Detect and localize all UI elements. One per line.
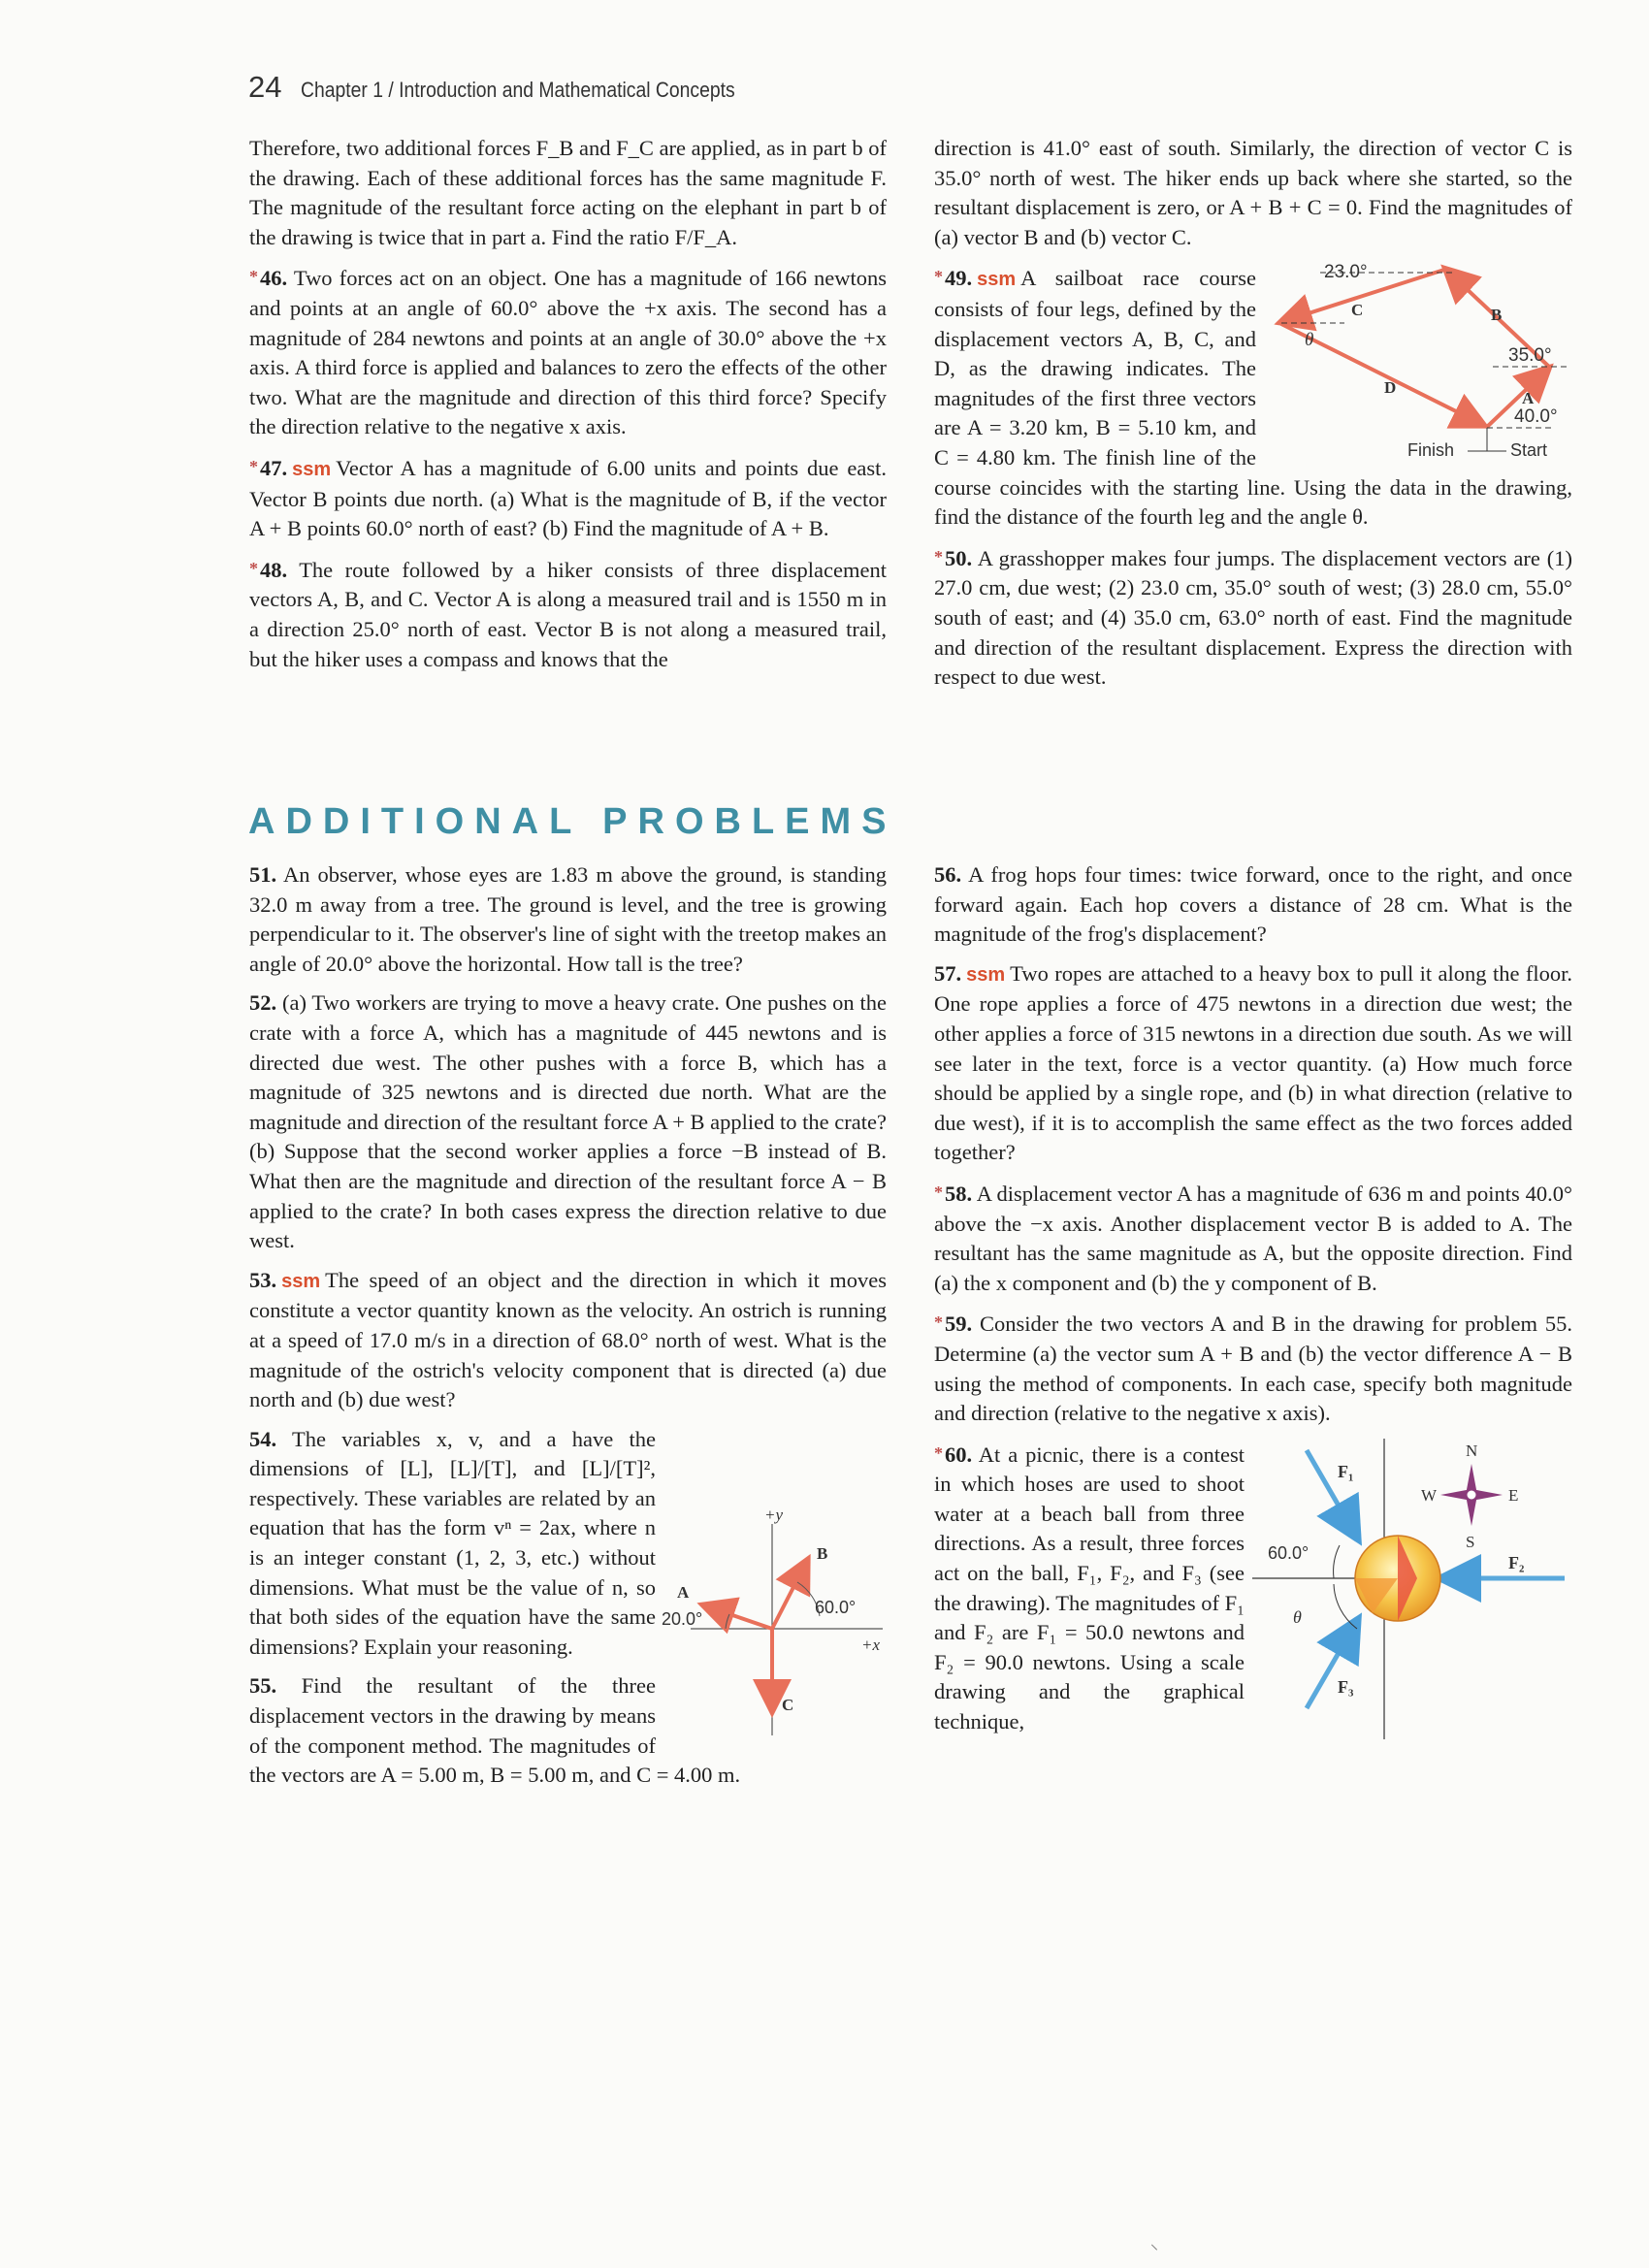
compass-s: S xyxy=(1466,1532,1475,1551)
problems-54-55-with-figure xyxy=(249,1425,887,1791)
problem-text: The speed of an object and the direction in which it moves constitute a vector quantity known as the velocity. An ostrich is running at a speed of 17.0 m/s in a direction of 68.0° north of west. What is the magnitude of the ostrich's velocity component that is directed (a) due north and (b) due west? xyxy=(249,1267,887,1412)
label-f3: F₃ xyxy=(1338,1676,1354,1697)
vector-a-arrow xyxy=(704,1605,772,1629)
label-c: C xyxy=(1351,301,1364,320)
star-marker: * xyxy=(934,1442,943,1463)
angle-label-60: 60.0° xyxy=(815,1597,857,1617)
problem-58 xyxy=(934,1178,1572,1298)
beach-ball-forces-diagram xyxy=(1252,1439,1572,1739)
page-header xyxy=(248,70,794,109)
vector-b-arrow xyxy=(772,1561,807,1629)
sailboat-course-diagram xyxy=(1262,262,1572,470)
problem-48 xyxy=(249,554,887,674)
section-title: ADDITIONAL PROBLEMS xyxy=(248,801,897,842)
compass-w: W xyxy=(1421,1485,1438,1505)
problem-text: An observer, whose eyes are 1.83 m above the ground, is standing 32.0 m away from a tree. The ground is level, and the tree is growing perpendicular to it. The observer's line of sight with the treetop makes an angle of 20.0° above the horizontal. How tall is the tree? xyxy=(249,862,887,976)
star-marker: * xyxy=(934,1182,943,1202)
problem-number: 50. xyxy=(945,545,973,570)
label-f1: F₁ xyxy=(1338,1461,1354,1481)
problem-53 xyxy=(249,1266,887,1415)
problem-number: 55. xyxy=(249,1673,277,1699)
problem-text: A sailboat race course consists of four legs, defined by the displacement vectors A, B, C, and D, as the drawing indicates. The magnitudes of the first three vectors are A = 3.20 km, B = 5.10 km, and C = 4.80 km. The finish line of the course coincides with the starting line. Using the data in the drawing, find the distance of the fourth leg and the angle θ. xyxy=(934,266,1572,530)
star-marker: * xyxy=(249,558,258,578)
problem-number: 56. xyxy=(934,862,962,887)
problem-number: 51. xyxy=(249,862,277,887)
angle-label-35: 35.0° xyxy=(1508,345,1552,367)
problem-number: 47. xyxy=(260,455,288,480)
star-marker: * xyxy=(934,1312,943,1333)
compass-e: E xyxy=(1508,1485,1519,1505)
stray-mark: ⸌ xyxy=(1150,2243,1159,2259)
label-f2: F₂ xyxy=(1508,1552,1525,1572)
problem-57 xyxy=(934,959,1572,1168)
angle-label-23: 23.0° xyxy=(1324,262,1368,283)
right-column-bottom xyxy=(934,860,1572,1739)
problem-46 xyxy=(249,262,887,442)
compass-n: N xyxy=(1466,1441,1478,1460)
theta-label: θ xyxy=(1293,1606,1302,1627)
ssm-badge: ssm xyxy=(281,1270,321,1292)
problem-56 xyxy=(934,860,1572,950)
beach-ball-figure xyxy=(1252,1439,1572,1739)
chapter-title: Chapter 1 / Introduction and Mathematical Concepts xyxy=(301,78,736,102)
ssm-badge: ssm xyxy=(292,458,332,480)
star-marker: * xyxy=(249,267,258,287)
plus-x-label: +x xyxy=(861,1635,881,1654)
problem-text: Find the resultant of the three displacement vectors in the drawing by means of the component method. The magnitudes of the vectors are A = 5.00 m, B = 5.00 m, and C = 4.00 m. xyxy=(249,1673,741,1788)
left-column-bottom xyxy=(249,860,887,1800)
finish-label: Finish xyxy=(1407,440,1455,461)
vector-figure-55 xyxy=(662,1505,887,1737)
label-d: D xyxy=(1384,378,1397,398)
label-c: C xyxy=(782,1695,794,1714)
problem-number: 49. xyxy=(945,266,973,291)
label-a: A xyxy=(677,1582,690,1602)
label-b: B xyxy=(817,1543,828,1563)
page-number: 24 xyxy=(248,70,282,104)
problem-48-continuation: direction is 41.0° east of south. Similarly, the direction of vector C is 35.0° north of west. The hiker ends up back where she started, so the resultant displacement is zero, or A + B + C = 0. Find the magnitudes of (a) vector B and (b) vector C. xyxy=(934,136,1572,249)
problem-49 xyxy=(934,262,1572,532)
problem-number: 59. xyxy=(945,1312,973,1337)
right-column-top xyxy=(934,134,1572,702)
problem-number: 53. xyxy=(249,1267,277,1292)
theta-label: θ xyxy=(1305,330,1314,351)
problem-51 xyxy=(249,860,887,979)
problem-text: A frog hops four times: twice forward, once to the right, and once forward again. Each hop covers a distance of 28 cm. What is the magnitude of the frog's displacement? xyxy=(934,862,1572,947)
problem-number: 57. xyxy=(934,960,962,986)
ssm-badge: ssm xyxy=(977,269,1017,291)
start-label: Start xyxy=(1510,440,1548,461)
sailboat-figure xyxy=(1262,262,1572,470)
three-vectors-diagram xyxy=(662,1505,887,1737)
problem-52 xyxy=(249,988,887,1255)
problem-text: Vector A has a magnitude of 6.00 units and points due east. Vector B points due north. (a) What is the magnitude of B, if the vector A + B points 60.0° north of east? (b) Find the magnitude of A + B. xyxy=(249,455,887,541)
problem-number: 52. xyxy=(249,990,277,1016)
angle-label-40: 40.0° xyxy=(1514,406,1558,428)
label-a: A xyxy=(1522,389,1535,408)
problem-text: (a) Two workers are trying to move a heavy crate. One pushes on the crate with a force A, which has a magnitude of 445 newtons and is directed due west. The other pushes with a force B, which has a magnitude of 325 newtons and is directed due north. What are the magnitude and direction of the resultant force A + B applied to the crate? (b) Suppose that the second worker applies a force −B instead of B. What then are the magnitude and direction of the resultant force A − B applied to the crate? In both cases express the direction relative to due west. xyxy=(249,990,887,1253)
problem-60 xyxy=(934,1439,1572,1737)
compass-rose-icon xyxy=(1440,1464,1503,1526)
problem-text: The variables x, v, and a have the dimensions of [L], [L]/[T], and [L]/[T]², respectively. These variables are related by an equation that has the form vⁿ = 2ax, where n is an integer constant (1, 2, 3, etc.) without dimensions. What must be the value of n, so that both sides of the equation have the same dimensions? Explain your reasoning. xyxy=(249,1426,656,1659)
left-column-top xyxy=(249,134,887,684)
ssm-badge: ssm xyxy=(966,963,1006,986)
problem-number: 46. xyxy=(260,266,288,291)
problem-45-continuation: Therefore, two additional forces F_B and F_C are applied, as in part b of the drawing. Each of these additional forces has the same magnitude F. The magnitude of the resultant force acting on the elephant in part b of the drawing is twice that in part a. Find the ratio F/F_A. xyxy=(249,136,887,249)
problem-number: 58. xyxy=(945,1181,973,1206)
problem-text: A displacement vector A has a magnitude of 636 m and points 40.0° above the −x axis. Another displacement vector B is added to A. The resultant has the same magnitude as A, but the opposite direction. Find (a) the x component and (b) the y component of B. xyxy=(934,1181,1572,1295)
problem-47 xyxy=(249,452,887,544)
problem-text: A grasshopper makes four jumps. The displacement vectors are (1) 27.0 cm, due west; (2) 23.0 cm, 35.0° south of west; (3) 28.0 cm, 55.0° south of east; and (4) 35.0 cm, 63.0° north of east. Find the magnitude and direction of the resultant displacement. Express the direction with respect to due west. xyxy=(934,545,1572,690)
problem-number: 60. xyxy=(945,1442,973,1467)
problem-text: Consider the two vectors A and B in the drawing for problem 55. Determine (a) the vector sum A + B and (b) the vector difference A − B using the method of components. In each case, specify both magnitude and direction (relative to the negative x axis). xyxy=(934,1312,1572,1426)
problem-text: Two forces act on an object. One has a magnitude of 166 newtons and points at an angle of 60.0° above the +x axis. The second has a magnitude of 284 newtons and points at an angle of 30.0° above the +x axis. A third force is applied and balances to zero the effects of the other two. What are the magnitude and direction of this third force? Specify the direction relative to the negative x axis. xyxy=(249,266,888,439)
star-marker: * xyxy=(934,267,943,287)
angle-label-60: 60.0° xyxy=(1268,1542,1310,1563)
problem-number: 48. xyxy=(260,557,288,582)
problem-59 xyxy=(934,1308,1572,1428)
problem-text: The route followed by a hiker consists of three displacement vectors A, B, and C. Vector A is along a measured trail and is 1550 m in a direction 25.0° north of east. Vector B is not along a measured trail, but the hiker uses a compass and knows that the xyxy=(249,557,887,671)
angle-label-20: 20.0° xyxy=(662,1608,703,1629)
problem-text: At a picnic, there is a contest in which hoses are used to shoot water at a beach ball from three directions. As a result, three forces act on the ball, F₁, F₂, and F₃ (see the drawing). The magnitudes of F₁ and F₂ are F₁ = 50.0 newtons and F₂ = 90.0 newtons. Using a scale drawing and the graphical technique, xyxy=(934,1442,1245,1734)
problem-text: Two ropes are attached to a heavy box to pull it along the floor. One rope applies a force of 475 newtons in a direction due west; the other applies a force of 315 newtons in a direction due south. As we will see later in the text, force is a vector quantity. (a) How much force should be applied by a single rope, and (b) in what direction (relative to due west), if it is to accomplish the same effect as the two forces added together? xyxy=(934,960,1572,1165)
problem-number: 54. xyxy=(249,1426,277,1451)
label-b: B xyxy=(1491,306,1503,325)
plus-y-label: +y xyxy=(764,1505,784,1524)
problem-50 xyxy=(934,542,1572,693)
star-marker: * xyxy=(934,546,943,567)
star-marker: * xyxy=(249,456,258,476)
